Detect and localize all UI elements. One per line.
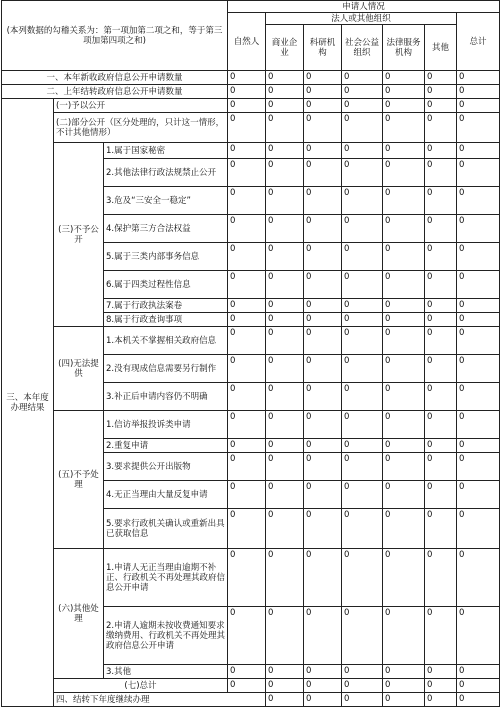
value-cell: 0 [457,327,500,355]
value-cell: 0 [304,327,342,355]
value-cell: 0 [266,549,304,607]
value-cell: 0 [425,509,457,549]
row-label: 3.补正后申请内容仍不明确 [104,383,228,411]
row-label: 5.要求行政机关确认或重新出具已获取信息 [104,509,228,549]
other-processing-label: (六)其他处理 [54,549,104,679]
value-cell: 0 [425,113,457,143]
value-cell: 0 [228,327,266,355]
value-cell: 0 [425,549,457,607]
row-label: 8.属于行政查询事项 [104,313,228,327]
value-cell: 0 [342,243,383,271]
gov-info-disclosure-table [1,0,500,707]
row-label: 5.属于三类内部事务信息 [104,243,228,271]
table-row [2,85,500,99]
value-cell: 0 [342,383,383,411]
row-label: 2.其他法律行政法规禁止公开 [104,159,228,187]
value-cell: 0 [457,453,500,481]
value-cell: 0 [266,299,304,313]
value-cell: 0 [425,99,457,113]
value-cell: 0 [383,299,425,313]
value-cell: 0 [228,549,266,607]
value-cell: 0 [383,453,425,481]
table-row [2,113,500,143]
table-note: (本列数据的勾稽关系为：第一项加第二项之和，等于第三项加第四项之和) [2,1,228,71]
header-row-1 [2,1,500,13]
value-cell: 0 [304,439,342,453]
value-cell: 0 [304,509,342,549]
value-cell: 0 [383,607,425,665]
row-label: (二)部分公开（区分处理的，只计这一情形，不计其他情形） [54,113,228,143]
value-cell: 0 [383,187,425,215]
value-cell: 0 [266,411,304,439]
value-cell: 0 [228,313,266,327]
table-row [2,99,500,113]
value-cell: 0 [383,271,425,299]
value-cell: 0 [266,143,304,159]
value-cell: 0 [266,113,304,143]
value-cell: 0 [383,99,425,113]
value-cell: 0 [383,313,425,327]
value-cell: 0 [266,693,304,707]
value-cell: 0 [383,549,425,607]
value-cell: 0 [342,607,383,665]
value-cell: 0 [383,159,425,187]
table-row [2,143,500,159]
value-cell: 0 [342,693,383,707]
value-cell: 0 [425,665,457,679]
value-cell: 0 [266,71,304,85]
value-cell: 0 [228,679,266,693]
value-cell: 0 [228,159,266,187]
table-row [2,693,500,707]
value-cell: 0 [342,481,383,509]
value-cell: 0 [228,355,266,383]
value-cell: 0 [457,355,500,383]
value-cell: 0 [425,271,457,299]
value-cell: 0 [342,679,383,693]
value-cell: 0 [304,187,342,215]
value-cell: 0 [266,481,304,509]
value-cell: 0 [425,71,457,85]
value-cell: 0 [383,383,425,411]
table-row [2,411,500,439]
row-label: 1.信访举报投诉类申请 [104,411,228,439]
table-row [2,679,500,693]
value-cell: 0 [342,271,383,299]
value-cell: 0 [342,215,383,243]
value-cell: 0 [342,159,383,187]
value-cell: 0 [425,481,457,509]
value-cell: 0 [228,71,266,85]
value-cell: 0 [383,85,425,99]
row-label: 3.要求提供公开出版物 [104,453,228,481]
value-cell: 0 [304,113,342,143]
value-cell: 0 [457,509,500,549]
value-cell: 0 [228,383,266,411]
value-cell: 0 [266,215,304,243]
value-cell: 0 [266,665,304,679]
value-cell: 0 [342,187,383,215]
research-institution-header: 科研机构 [304,25,342,71]
value-cell: 0 [228,271,266,299]
value-cell: 0 [342,143,383,159]
value-cell: 0 [304,143,342,159]
value-cell: 0 [425,383,457,411]
value-cell: 0 [304,271,342,299]
social-welfare-header: 社会公益组织 [342,25,383,71]
value-cell: 0 [383,113,425,143]
value-cell: 0 [383,215,425,243]
value-cell: 0 [383,355,425,383]
value-cell: 0 [342,113,383,143]
value-cell: 0 [457,679,500,693]
value-cell: 0 [266,187,304,215]
value-cell: 0 [425,243,457,271]
value-cell: 0 [425,85,457,99]
value-cell: 0 [342,439,383,453]
value-cell: 0 [228,453,266,481]
value-cell: 0 [457,693,500,707]
value-cell: 0 [228,215,266,243]
value-cell: 0 [228,143,266,159]
legal-orgs-header: 法人或其他组织 [266,13,457,25]
value-cell: 0 [228,411,266,439]
row-label: 1.本机关不掌握相关政府信息 [104,327,228,355]
value-cell: 0 [266,439,304,453]
value-cell: 0 [457,481,500,509]
value-cell: 0 [457,313,500,327]
value-cell: 0 [304,607,342,665]
value-cell: 0 [304,71,342,85]
value-cell: 0 [228,85,266,99]
value-cell: 0 [457,99,500,113]
value-cell: 0 [425,299,457,313]
value-cell: 0 [266,271,304,299]
unable-to-provide-label: (四)无法提供 [54,327,104,411]
value-cell: 0 [383,439,425,453]
value-cell: 0 [383,327,425,355]
value-cell: 0 [425,453,457,481]
value-cell: 0 [266,313,304,327]
value-cell: 0 [342,665,383,679]
value-cell: 0 [425,355,457,383]
value-cell: 0 [425,607,457,665]
row-label: 2.重复申请 [104,439,228,453]
value-cell: 0 [304,549,342,607]
value-cell: 0 [457,159,500,187]
value-cell: 0 [457,71,500,85]
row-label: 1.属于国家秘密 [104,143,228,159]
value-cell: 0 [228,665,266,679]
value-cell: 0 [383,509,425,549]
value-cell: 0 [304,453,342,481]
value-cell: 0 [304,679,342,693]
value-cell: 0 [266,453,304,481]
value-cell: 0 [228,509,266,549]
value-cell: 0 [304,313,342,327]
value-cell: 0 [383,679,425,693]
value-cell: 0 [304,159,342,187]
value-cell: 0 [266,99,304,113]
other-org-header: 其他 [425,25,457,71]
value-cell: 0 [266,327,304,355]
value-cell: 0 [228,187,266,215]
value-cell: 0 [304,481,342,509]
value-cell: 0 [457,439,500,453]
row-label: 2.没有现成信息需要另行制作 [104,355,228,383]
value-cell: 0 [425,693,457,707]
value-cell: 0 [304,383,342,411]
value-cell: 0 [342,355,383,383]
row-label: (七)总计 [54,679,228,693]
value-cell: 0 [304,411,342,439]
value-cell: 0 [304,665,342,679]
value-cell: 0 [425,313,457,327]
applicant-situation-header: 申请人情况 [228,1,500,13]
value-cell: 0 [425,439,457,453]
value-cell: 0 [342,71,383,85]
value-cell: 0 [425,215,457,243]
value-cell: 0 [266,383,304,411]
row-label: 二、上年结转政府信息公开申请数量 [2,85,228,99]
value-cell: 0 [457,187,500,215]
value-cell: 0 [383,243,425,271]
legal-service-header: 法律服务机构 [383,25,425,71]
value-cell: 0 [457,299,500,313]
row-label: 4.保护第三方合法权益 [104,215,228,243]
value-cell: 0 [342,327,383,355]
value-cell: 0 [383,71,425,85]
value-cell: 0 [457,215,500,243]
value-cell: 0 [342,85,383,99]
value-cell: 0 [266,159,304,187]
value-cell: 0 [228,481,266,509]
value-cell: 0 [425,143,457,159]
row-label: 一、本年新收政府信息公开申请数量 [2,71,228,85]
value-cell: 0 [383,665,425,679]
value-cell: 0 [457,383,500,411]
value-cell: 0 [457,113,500,143]
value-cell: 0 [457,143,500,159]
value-cell: 0 [228,299,266,313]
value-cell: 0 [342,411,383,439]
value-cell: 0 [266,607,304,665]
value-cell: 0 [228,113,266,143]
value-cell: 0 [228,439,266,453]
value-cell: 0 [342,453,383,481]
row-label: 4.无正当理由大量反复申请 [104,481,228,509]
table-row [2,327,500,355]
table-row [2,71,500,85]
value-cell: 0 [266,85,304,99]
not-processed-label: (五)不予处理 [54,411,104,549]
value-cell: 0 [457,271,500,299]
row-label: 3.其他 [104,665,228,679]
value-cell: 0 [457,243,500,271]
value-cell: 0 [383,411,425,439]
value-cell: 0 [266,509,304,549]
row-label: 四、结转下年度继续办理 [54,693,266,707]
value-cell: 0 [457,549,500,607]
value-cell: 0 [425,411,457,439]
natural-person-header: 自然人 [228,13,266,71]
value-cell: 0 [457,411,500,439]
value-cell: 0 [457,607,500,665]
value-cell: 0 [457,665,500,679]
section-3-label: 三、本年度办理结果 [2,99,54,707]
value-cell: 0 [228,243,266,271]
value-cell: 0 [304,99,342,113]
value-cell: 0 [266,355,304,383]
value-cell: 0 [457,85,500,99]
commercial-enterprise-header: 商业企业 [266,25,304,71]
value-cell: 0 [304,243,342,271]
value-cell: 0 [425,187,457,215]
value-cell: 0 [342,549,383,607]
value-cell: 0 [383,143,425,159]
value-cell: 0 [304,299,342,313]
value-cell: 0 [228,607,266,665]
value-cell: 0 [304,355,342,383]
value-cell: 0 [383,481,425,509]
row-label: 2.申请人逾期未按收费通知要求缴纳费用、行政机关不再处理其政府信息公开申请 [104,607,228,665]
value-cell: 0 [383,693,425,707]
value-cell: 0 [342,299,383,313]
table-row [2,549,500,607]
total-header: 总计 [457,13,500,71]
value-cell: 0 [342,509,383,549]
value-cell: 0 [425,679,457,693]
row-label: 7.属于行政执法案卷 [104,299,228,313]
value-cell: 0 [342,99,383,113]
value-cell: 0 [304,85,342,99]
value-cell: 0 [425,327,457,355]
not-disclosed-label: (三)不予公开 [54,143,104,327]
row-label: 6.属于四类过程性信息 [104,271,228,299]
row-label: 1.申请人无正当理由逾期不补正、行政机关不再处理其政府信息公开申请 [104,549,228,607]
row-label: 3.危及“三安全一稳定” [104,187,228,215]
value-cell: 0 [342,313,383,327]
row-label: (一)予以公开 [54,99,228,113]
value-cell: 0 [304,693,342,707]
value-cell: 0 [266,243,304,271]
value-cell: 0 [266,679,304,693]
value-cell: 0 [304,215,342,243]
value-cell: 0 [228,99,266,113]
value-cell: 0 [425,159,457,187]
